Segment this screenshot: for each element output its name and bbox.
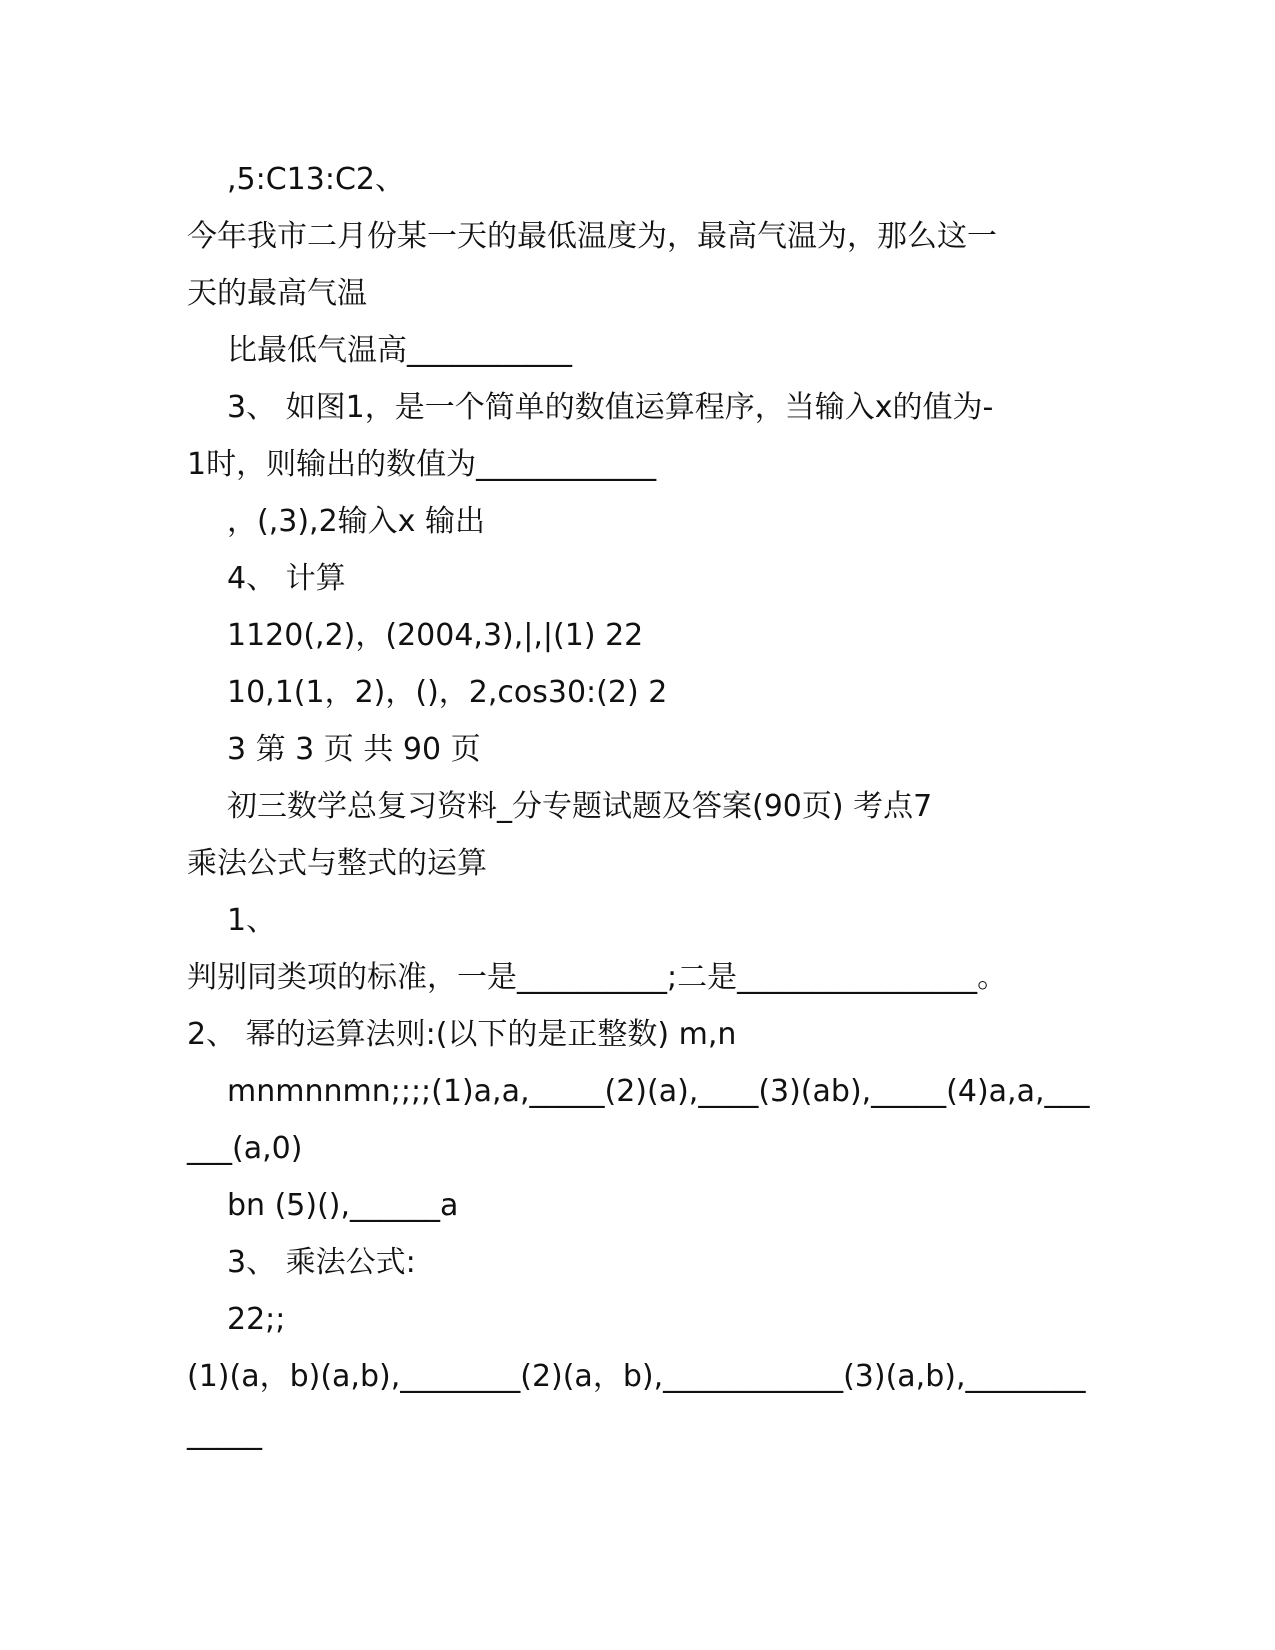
text-line: 判别同类项的标准，一是__________;二是________________。 (187, 960, 1008, 995)
text-line: 3、 如图1，是一个简单的数值运算程序，当输入x的值为- (227, 390, 994, 425)
text-line: 1120(,2)，(2004,3),|,|(1) 22 (227, 618, 644, 653)
text-line: 3、 乘法公式: (227, 1245, 416, 1280)
text-line: 22;; (227, 1302, 286, 1337)
text-line: 1、 (227, 903, 277, 938)
text-line: _____ (187, 1416, 262, 1451)
text-line: 1时，则输出的数值为____________ (187, 447, 657, 482)
text-line: 今年我市二月份某一天的最低温度为，最高气温为，那么这一 (187, 219, 997, 254)
text-line: ___(a,0) (187, 1131, 303, 1166)
text-line: 4、 计算 (227, 561, 346, 596)
section-title-line: 乘法公式与整式的运算 (187, 846, 487, 881)
text-line: ,5:C13:C2、 (227, 162, 405, 197)
text-line: (1)(a，b)(a,b),________(2)(a，b),____________(3)(a,b),________ (187, 1359, 1086, 1394)
text-line: 比最低气温高___________ (227, 333, 572, 368)
text-line: 10,1(1，2)，()，2,cos30:(2) 2 (227, 675, 668, 710)
text-line: ，(,3),2输入x 输出 (227, 504, 485, 539)
text-line: 2、 幂的运算法则:(以下的是正整数) m,n (187, 1017, 737, 1052)
section-title-line: 初三数学总复习资料_分专题试题及答案(90页) 考点7 (227, 789, 933, 824)
text-line: bn (5)(),______a (227, 1188, 459, 1223)
text-line: mnmnnmn;;;;(1)a,a,_____(2)(a),____(3)(ab),_____(4)a,a,___ (227, 1074, 1090, 1109)
page-number-line: 3 第 3 页 共 90 页 (227, 732, 481, 767)
document-body (187, 151, 1090, 1462)
text-line: 天的最高气温 (187, 276, 367, 311)
